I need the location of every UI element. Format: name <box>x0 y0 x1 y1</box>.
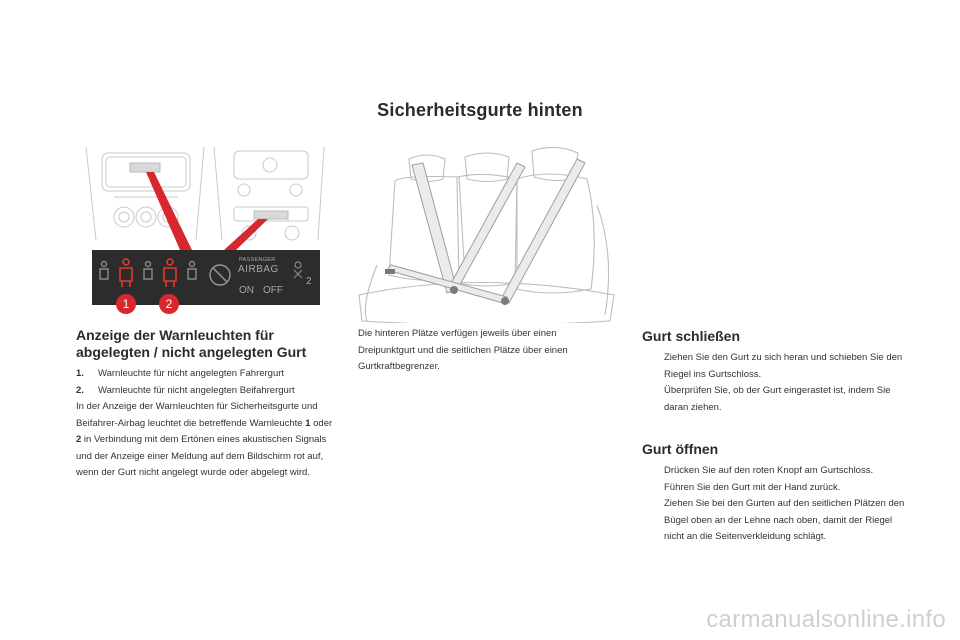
display-airbag-label: AIRBAG <box>238 264 279 275</box>
fasten-bullet-2 <box>642 383 912 416</box>
bullet-arrow-icon <box>642 496 664 546</box>
badge-2-label: 2 <box>165 297 173 311</box>
unfasten-bullet-1-text: Drücken Sie auf den roten Knopf am Gurtschloss. <box>664 465 874 476</box>
rear-seat-illustration <box>357 145 619 323</box>
fasten-bullet-2-text: Überprüfen Sie, ob der Gurt eingerastet ist, indem Sie daran ziehen. <box>664 385 891 413</box>
watermark: carmanualsonline.info <box>706 606 946 633</box>
warning-item-2 <box>76 383 346 400</box>
fasten-heading: Gurt schließen <box>642 328 741 344</box>
unfasten-bullet-3 <box>642 496 912 546</box>
warning-paragraph-part-3: in Verbindung mit dem Ertönen eines akustischen Signals und der Anzeige einer Meldung auf dem Bildschirm rot auf, wenn der Gurt nicht angelegt wurde oder abgelegt wird. <box>76 434 327 478</box>
unfasten-bullet-1 <box>642 463 912 480</box>
fasten-bullet-1-text: Ziehen Sie den Gurt zu sich heran und schieben Sie den Riegel ins Gurtschloss. <box>664 352 903 380</box>
fasten-bullet-1 <box>642 350 912 383</box>
bullet-arrow-icon <box>642 383 664 416</box>
warning-item-1-num: 1. <box>76 368 84 379</box>
warning-item-1 <box>76 366 346 383</box>
fasten-list <box>642 350 912 416</box>
badge-2 <box>159 294 179 314</box>
warning-paragraph-ref-2: 2 <box>76 434 82 445</box>
display-small-number: 2 <box>306 276 312 287</box>
display-off-label: OFF <box>263 285 283 296</box>
warning-item-2-text: Warnleuchte für nicht angelegten Beifahrergurt <box>98 384 295 396</box>
rear-seat-drawing <box>357 145 619 323</box>
unfasten-bullet-2-text: Führen Sie den Gurt mit der Hand zurück. <box>664 481 841 493</box>
dashboard-illustration <box>84 145 329 315</box>
warning-heading: Anzeige der Warnleuchten für abgelegten / nicht angelegten Gurt <box>76 327 307 360</box>
warning-item-1-text: Warnleuchte für nicht angelegten Fahrergurt <box>98 368 285 379</box>
bullet-arrow-icon <box>642 463 664 480</box>
page-title: Sicherheitsgurte hinten <box>377 100 583 120</box>
unfasten-heading: Gurt öffnen <box>642 441 719 457</box>
warning-paragraph-part-1: In der Anzeige der Warnleuchten für Sicherheitsgurte und Beifahrer-Airbag leuchtet die betreffende Warnleuchte <box>76 401 318 429</box>
warning-item-2-num: 2. <box>76 384 84 396</box>
dashboard-drawing <box>84 145 329 315</box>
warning-items <box>76 366 346 482</box>
bullet-arrow-icon <box>642 480 664 497</box>
warning-paragraph <box>76 399 336 482</box>
unfasten-bullet-3-text: Ziehen Sie bei den Gurten auf den seitlichen Plätzen den Bügel oben an der Lehne nach oben, damit der Riegel nicht an die Seitenverkleidung schlägt. <box>664 498 905 542</box>
unfasten-bullet-2 <box>642 480 912 497</box>
badge-1-label: 1 <box>122 297 130 311</box>
display-on-label: ON <box>239 285 254 296</box>
badge-1 <box>116 294 136 314</box>
bullet-arrow-icon <box>642 350 664 383</box>
warning-paragraph-ref-1: 1 <box>305 417 311 429</box>
display-passenger-label: PASSENGER <box>239 257 276 263</box>
warning-paragraph-part-2: oder <box>310 417 333 429</box>
unfasten-list <box>642 463 912 546</box>
rear-seat-description: Die hinteren Plätze verfügen jeweils über einen Dreipunktgurt und die seitlichen Plätze über einen Gurtkraftbegrenzer. <box>358 328 568 372</box>
